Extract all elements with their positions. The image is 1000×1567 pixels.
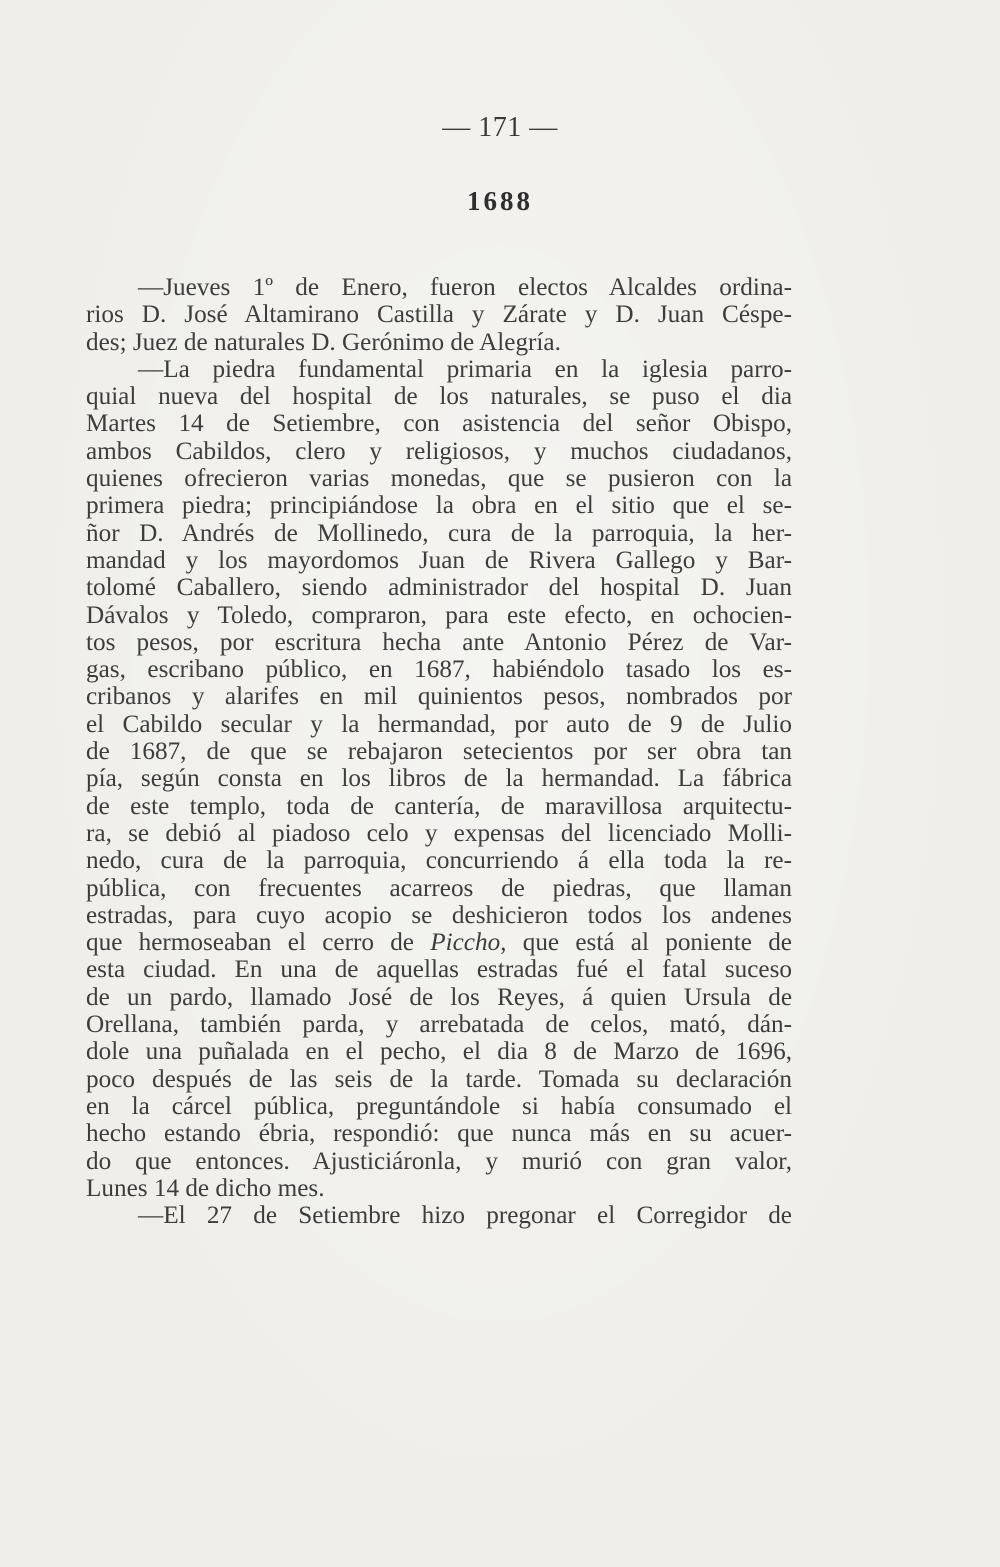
text-line: estradas, para cuyo acopio se deshicieron todos los andenes [86, 901, 792, 929]
text-line: des; Juez de naturales D. Gerónimo de Alegría. [86, 328, 561, 356]
text-segment: que hermoseaban el cerro de [86, 929, 431, 957]
text-line: Dávalos y Toledo, compraron, para este efecto, en ochocien- [86, 601, 792, 629]
text-line: —Jueves 1º de Enero, fueron electos Alcaldes ordina- [138, 274, 792, 301]
text-line: Orellana, también parda, y arrebatada de celos, mató, dán- [86, 1011, 792, 1039]
year-heading: 1688 [467, 186, 533, 216]
text-line: pía, según consta en los libros de la hermandad. La fábrica [86, 765, 792, 793]
text-line: dole una puñalada en el pecho, el dia 8 de Marzo de 1696, [86, 1038, 792, 1066]
text-line: poco después de las seis de la tarde. Tomada su declaración [86, 1065, 792, 1093]
text-line: —El 27 de Setiembre hizo pregonar el Corregidor de [138, 1202, 792, 1230]
text-line: tos pesos, por escritura hecha ante Antonio Pérez de Var- [86, 628, 792, 656]
text-line: mandad y los mayordomos Juan de Rivera Gallego y Bar- [86, 546, 792, 574]
italic-place-name: Piccho, [430, 929, 507, 957]
text-line: Lunes 14 de dicho mes. [86, 1174, 325, 1202]
text-line: do que entonces. Ajusticiáronla, y murió con gran valor, [86, 1147, 792, 1175]
text-line: quial nueva del hospital de los naturales, se puso el dia [86, 383, 792, 411]
page-number: — 171 — [442, 112, 558, 143]
text-line: hecho estando ébria, respondió: que nunca más en su acuer- [86, 1120, 792, 1148]
text-line: pública, con frecuentes acarreos de piedras, que llaman [86, 874, 792, 902]
text-line: ra, se debió al piadoso celo y expensas del licenciado Molli- [86, 819, 792, 847]
text-line: cribanos y alarifes en mil quinientos pesos, nombrados por [86, 683, 792, 711]
text-line: quienes ofrecieron varias monedas, que se pusieron con la [86, 465, 792, 493]
text-line: Martes 14 de Setiembre, con asistencia del señor Obispo, [86, 410, 792, 438]
text-line: ñor D. Andrés de Mollinedo, cura de la parroquia, la her- [86, 519, 792, 547]
text-segment: que está al poniente de [506, 929, 792, 957]
text-line: nedo, cura de la parroquia, concurriendo á ella toda la re- [86, 847, 792, 875]
text-line: primera piedra; principiándose la obra en el sitio que el se- [86, 492, 792, 520]
text-line: el Cabildo secular y la hermandad, por auto de 9 de Julio [86, 710, 792, 738]
text-line: de un pardo, llamado José de los Reyes, á quien Ursula de [86, 983, 792, 1011]
text-line: en la cárcel pública, preguntándole si había consumado el [86, 1092, 792, 1120]
text-line: ambos Cabildos, clero y religiosos, y muchos ciudadanos, [86, 437, 792, 465]
body-text [86, 274, 792, 1229]
text-line: gas, escribano público, en 1687, habiéndolo tasado los es- [86, 656, 792, 684]
text-line: tolomé Caballero, siendo administrador del hospital D. Juan [86, 574, 792, 602]
text-line: rios D. José Altamirano Castilla y Zárate y D. Juan Céspe- [86, 301, 792, 329]
text-line: de este templo, toda de cantería, de maravillosa arquitectu- [86, 792, 792, 820]
text-line: de 1687, de que se rebajaron setecientos por ser obra tan [86, 738, 792, 766]
text-line: esta ciudad. En una de aquellas estradas fué el fatal suceso [86, 956, 792, 984]
text-line-with-italic [86, 929, 792, 956]
text-line: —La piedra fundamental primaria en la iglesia parro- [138, 355, 792, 383]
